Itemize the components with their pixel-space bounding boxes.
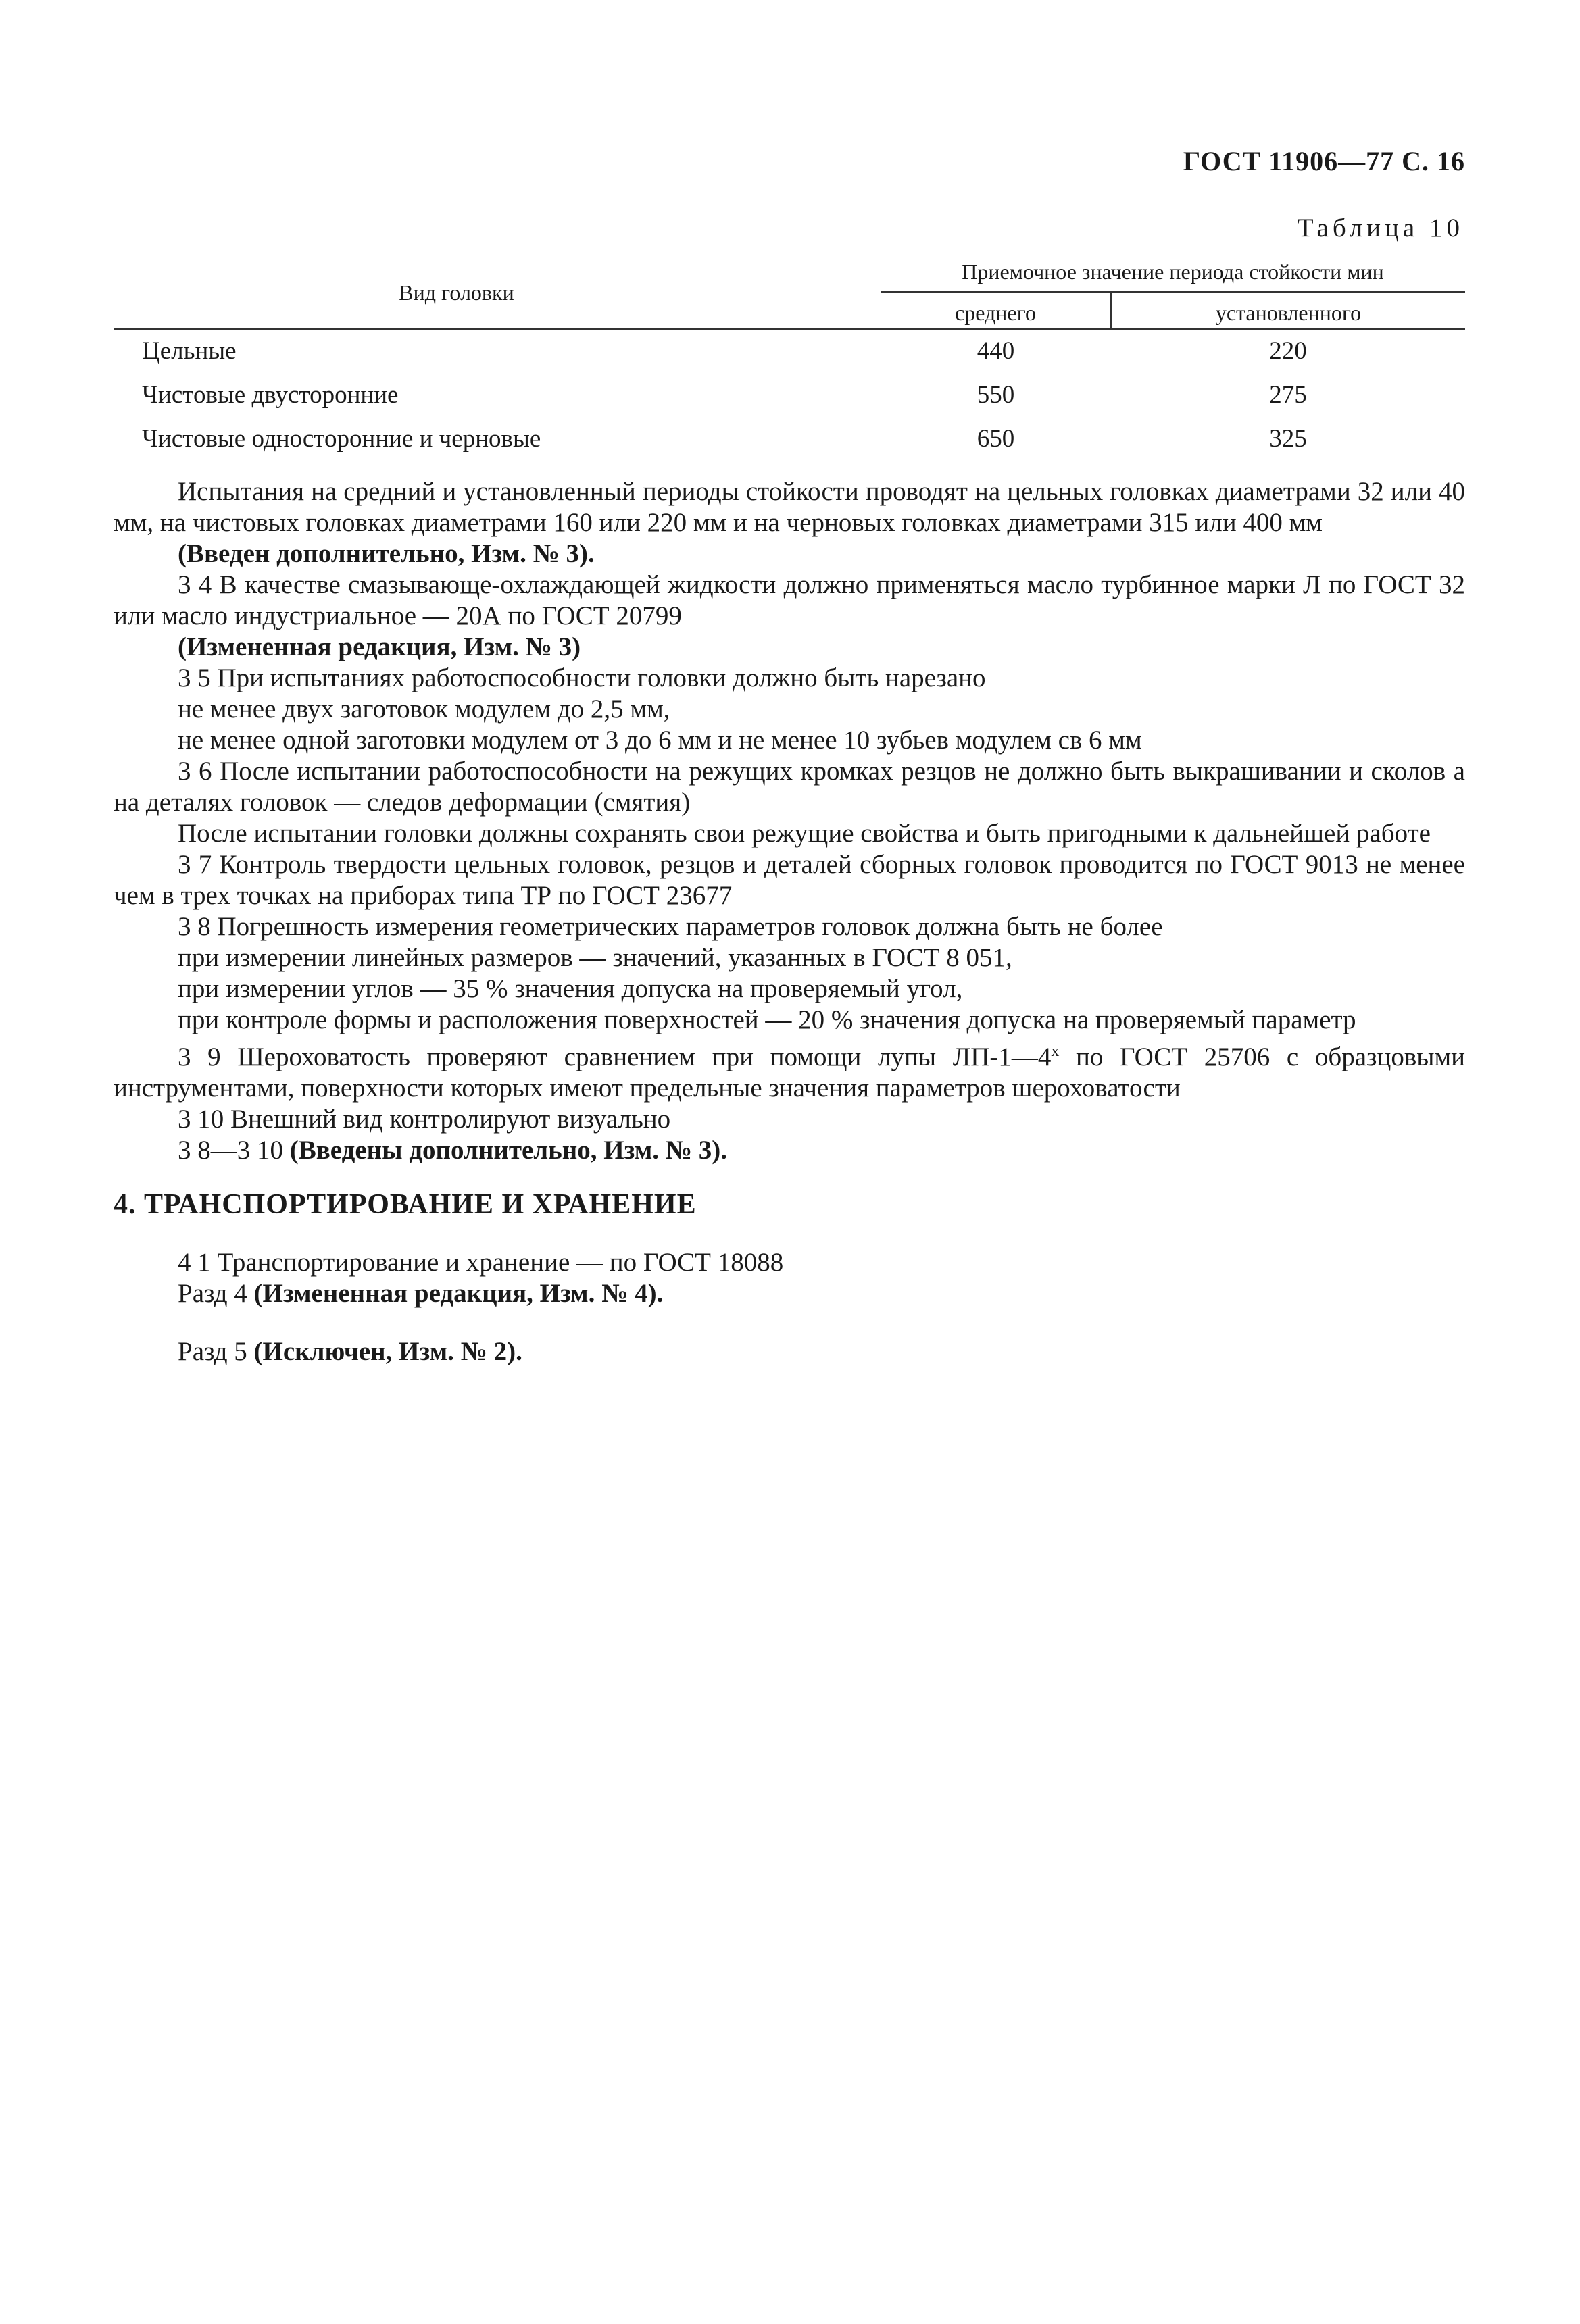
stability-table-container <box>114 257 1465 461</box>
paragraph-3-9 <box>114 1036 1465 1104</box>
amendment-note: (Введен дополнительно, Изм. № 3). <box>178 539 595 568</box>
amendment-note: (Введены дополнительно, Изм. № 3). <box>289 1136 727 1165</box>
table-cell-established: 220 <box>1269 337 1307 365</box>
table-cell-established: 275 <box>1269 381 1307 409</box>
list-item: не менее одной заготовки модулем от 3 до 6 мм и не менее 10 зубьев модулем св 6 мм <box>178 726 1142 755</box>
table-cell-average: 440 <box>977 337 1015 365</box>
list-item: при измерении углов — 35 % значения допуска на проверяемый угол, <box>178 974 963 1003</box>
table-row <box>114 418 1465 461</box>
amendment-prefix: Разд 5 <box>178 1337 254 1366</box>
amendment-line <box>114 1278 1465 1309</box>
page-header-title: ГОСТ 11906—77 С. 16 <box>1183 146 1465 176</box>
table-cell-kind: Чистовые односторонние и черновые <box>142 425 541 453</box>
column-header-established: установленного <box>1111 292 1465 329</box>
column-header-group: Приемочное значение периода стойкости мин <box>881 257 1465 292</box>
stability-period-table <box>114 257 1465 461</box>
amendment-line <box>114 1336 1465 1367</box>
paragraph-testing-periods: Испытания на средний и установленный периоды стойкости проводят на цельных головках диаметрами 32 или 40 мм, на чистовых головках диаметрами 160 или 220 мм и на черновых головках диаметрами 315 или 400 мм <box>114 477 1465 537</box>
paragraph-3-5: 3 5 При испытаниях работоспособности головки должно быть нарезано <box>178 663 986 692</box>
amendment-note: (Измененная редакция, Изм. № 3) <box>178 632 581 661</box>
paragraph-3-7: 3 7 Контроль твердости цельных головок, резцов и деталей сборных головок проводится по ГОСТ 9013 не менее чем в трех точках на приборах типа ТР по ГОСТ 23677 <box>114 850 1465 910</box>
amendment-note: (Измененная редакция, Изм. № 4). <box>253 1279 664 1308</box>
amendment-prefix: Разд 4 <box>178 1279 254 1308</box>
table-cell-average: 650 <box>977 425 1015 453</box>
table-caption: Таблица 10 <box>1297 213 1464 243</box>
paragraph-3-8: 3 8 Погрешность измерения геометрических параметров головок должна быть не более <box>178 912 1163 941</box>
column-header-average: среднего <box>881 292 1111 329</box>
section-4-heading: 4. ТРАНСПОРТИРОВАНИЕ И ХРАНЕНИЕ <box>114 1189 697 1220</box>
table-header-row <box>114 257 1465 292</box>
table-cell-kind: Цельные <box>142 337 237 365</box>
paragraph-3-10: 3 10 Внешний вид контролируют визуально <box>178 1105 671 1134</box>
table-cell-established: 325 <box>1269 425 1307 453</box>
amendment-prefix: 3 8—3 10 <box>178 1136 290 1165</box>
list-item: не менее двух заготовок модулем до 2,5 мм, <box>178 694 670 724</box>
amendment-note: (Исключен, Изм. № 2). <box>253 1337 522 1366</box>
amendment-line <box>114 1135 1465 1166</box>
superscript-mark: х <box>1051 1042 1060 1060</box>
table-cell-kind: Чистовые двусторонние <box>142 381 399 409</box>
table-row <box>114 329 1465 374</box>
document-body <box>114 476 1465 1367</box>
column-header-kind: Вид головки <box>114 257 881 329</box>
paragraph-4-1: 4 1 Транспортирование и хранение — по ГОСТ 18088 <box>178 1248 784 1277</box>
list-item: при измерении линейных размеров — значений, указанных в ГОСТ 8 051, <box>178 943 1012 972</box>
list-item: при контроле формы и расположения поверхностей — 20 % значения допуска на проверяемый параметр <box>178 1005 1356 1034</box>
paragraph-3-6: 3 6 После испытании работоспособности на режущих кромках резцов не должно быть выкрашивании и сколов а на деталях головок — следов деформации (смятия) <box>114 757 1465 817</box>
table-row <box>114 374 1465 418</box>
paragraph-3-4: 3 4 В качестве смазывающе-охлаждающей жидкости должно применяться масло турбинное марки Л по ГОСТ 32 или масло индустриальное — 20А по ГОСТ 20799 <box>114 570 1465 630</box>
paragraph-3-9-start: 3 9 Шероховатость проверяют сравнением при помощи лупы ЛП-1—4 <box>178 1042 1052 1071</box>
table-cell-average: 550 <box>977 381 1015 409</box>
paragraph-3-6-continued: После испытании головки должны сохранять свои режущие свойства и быть пригодными к дальнейшей работе <box>178 819 1431 848</box>
paragraph-3-9-end: по ГОСТ 25706 с образцовыми инструментами, поверхности которых имеют предельные значения параметров шероховатости <box>114 1042 1466 1103</box>
